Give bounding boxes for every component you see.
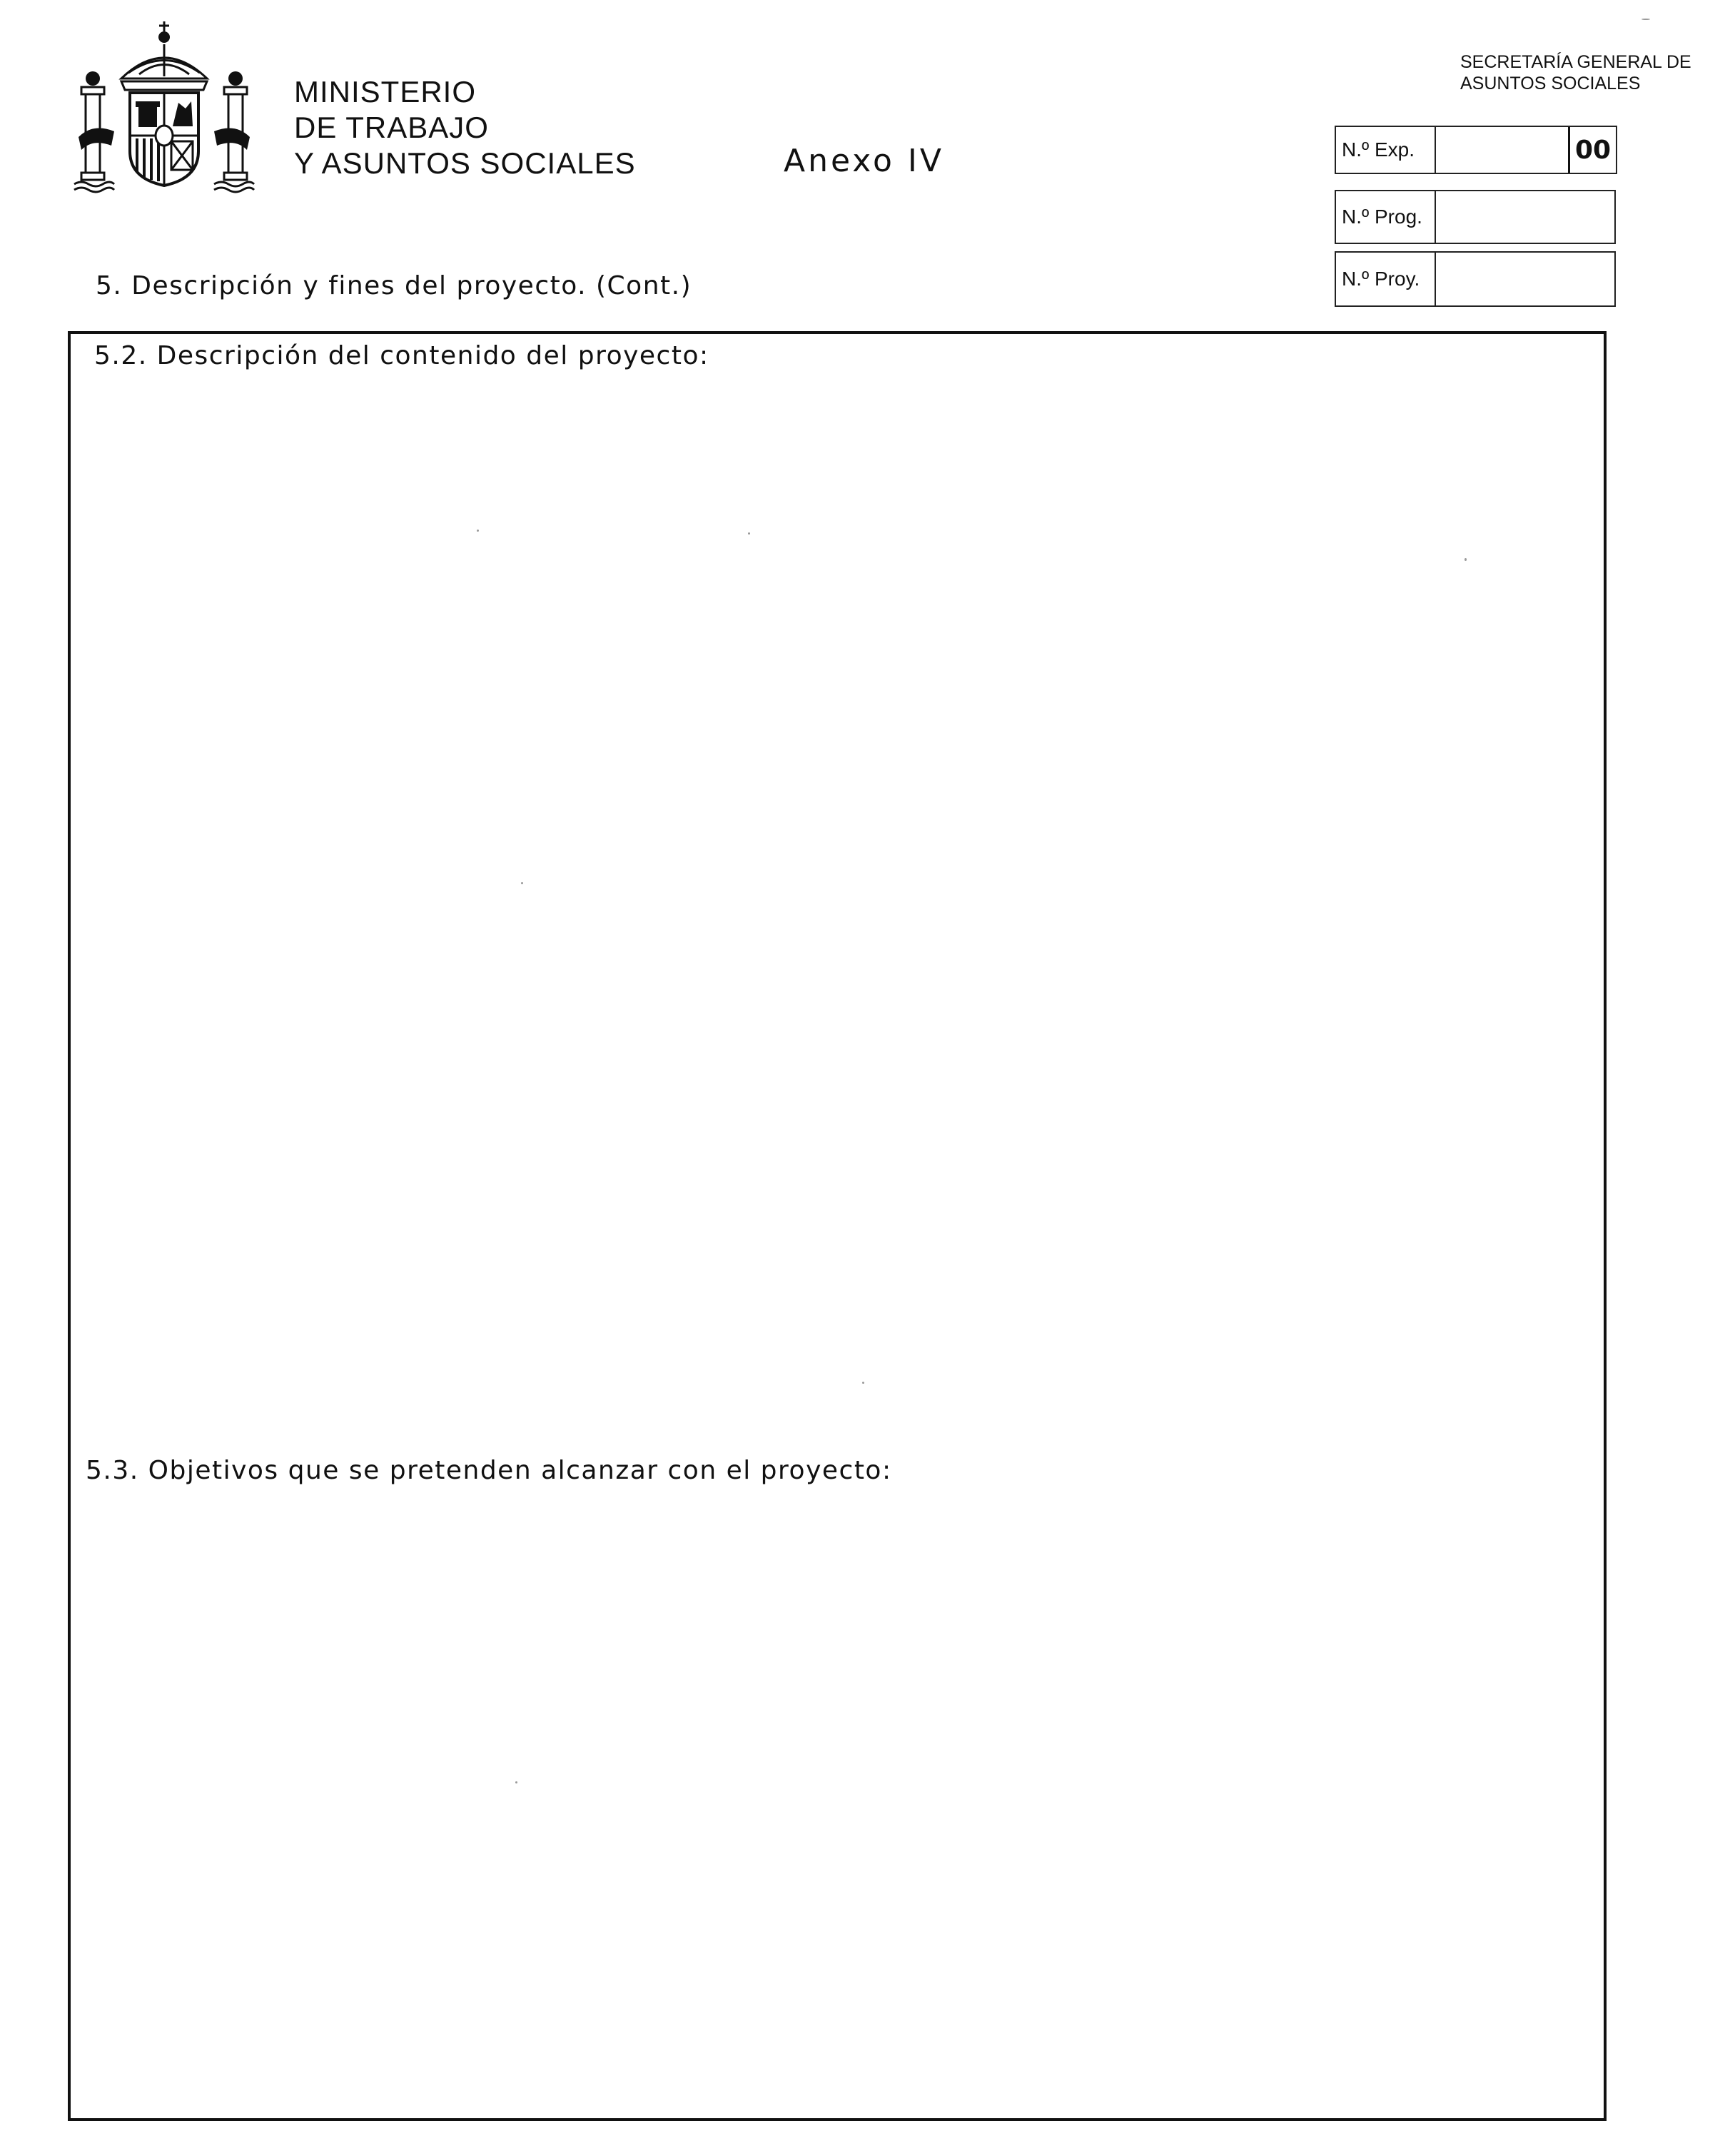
proy-number-box bbox=[1335, 251, 1616, 307]
secretaria-line-1: SECRETARÍA GENERAL DE bbox=[1460, 52, 1691, 72]
ministry-line-2: DE TRABAJO bbox=[294, 111, 489, 144]
content-description-area[interactable] bbox=[79, 385, 1592, 1434]
prog-number-box bbox=[1335, 190, 1616, 244]
ministry-line-1: MINISTERIO bbox=[294, 75, 477, 108]
exp-number-box bbox=[1335, 126, 1617, 174]
annex-title: Anexo IV bbox=[784, 143, 944, 179]
scan-speck bbox=[477, 530, 479, 532]
field-label-content-description: 5.2. Descripción del contenido del proyecto: bbox=[94, 341, 709, 370]
scan-speck bbox=[1465, 558, 1467, 561]
field-label-objectives: 5.3. Objetivos que se pretenden alcanzar con el proyecto: bbox=[86, 1456, 892, 1485]
proy-number-field[interactable] bbox=[1436, 253, 1614, 305]
objectives-area[interactable] bbox=[79, 1499, 1592, 2105]
secretaria-name bbox=[1460, 51, 1691, 94]
prog-number-label: N.º Prog. bbox=[1336, 191, 1436, 243]
exp-number-label: N.º Exp. bbox=[1336, 127, 1436, 173]
exp-number-code: 00 bbox=[1568, 127, 1616, 173]
section-heading: 5. Descripción y fines del proyecto. (Cont.) bbox=[96, 271, 692, 300]
proy-number-label: N.º Proy. bbox=[1336, 253, 1436, 305]
secretaria-line-2: ASUNTOS SOCIALES bbox=[1460, 74, 1641, 93]
exp-number-field[interactable] bbox=[1436, 127, 1568, 173]
scan-speck bbox=[515, 1781, 517, 1783]
scan-speck bbox=[521, 882, 523, 884]
coat-of-arms-emblem bbox=[71, 16, 257, 194]
scan-speck bbox=[862, 1382, 864, 1384]
ministry-line-3: Y ASUNTOS SOCIALES bbox=[294, 146, 636, 180]
scan-speck bbox=[1641, 19, 1650, 20]
scan-speck bbox=[748, 532, 750, 535]
prog-number-field[interactable] bbox=[1436, 191, 1614, 243]
ministry-name bbox=[294, 74, 636, 181]
